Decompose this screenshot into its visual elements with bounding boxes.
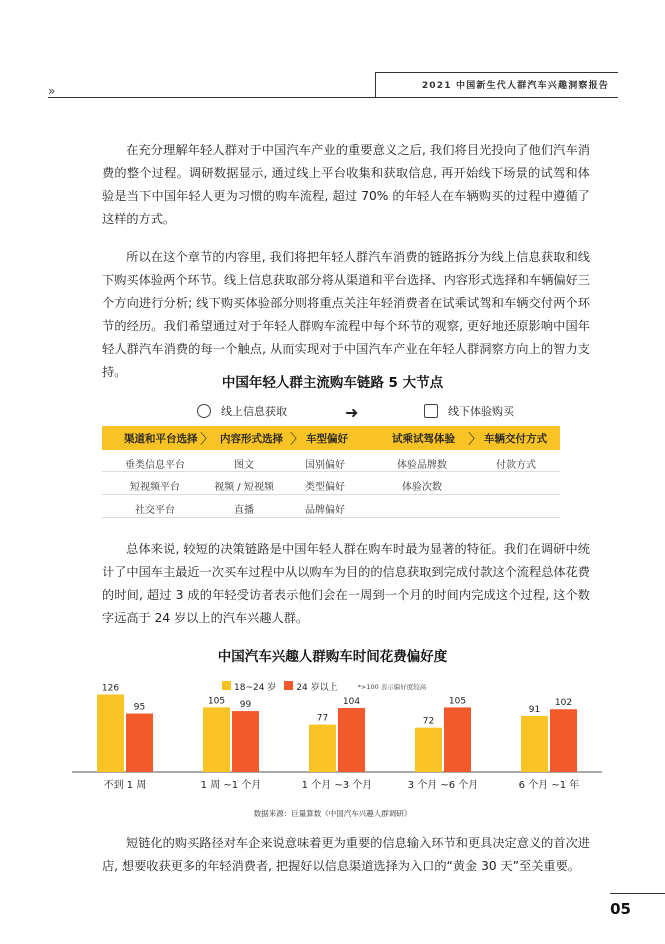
bar: [97, 694, 124, 772]
chart-title: 中国汽车兴趣人群购车时间花费偏好度: [217, 649, 448, 665]
step-5: 车辆交付方式: [484, 433, 547, 445]
paragraph-3: 总体来说, 较短的决策链路是中国年轻人群在购车时最为显著的特征。我们在调研中统计了中国车主最近一次买车过程中从以购车为目的的信息获取到完成付款这个流程总体花费的时间, 超过 3 成的年轻受访者表示他们会在一周到一个月的时间内完成这个过程, 这个数字远高于 24 岁以上的汽车兴趣人群。: [102, 542, 590, 625]
bar-value-label: 72: [422, 716, 435, 727]
paragraph-4: 短链化的购买路径对车企来说意味着更为重要的信息输入环节和更具决定意义的首次进店, 想要收获更多的年轻消费者, 把握好以信息渠道选择为入口的“黄金 30 天”至关重要。: [102, 836, 590, 873]
bar-value-label: 126: [101, 683, 120, 694]
table-cell: 体验品牌数: [397, 460, 447, 471]
category-label: 6 个月 ~1 年: [518, 780, 580, 791]
row-divider: [102, 517, 560, 518]
header-rule: [48, 97, 618, 98]
bar: [338, 708, 365, 772]
table-cell: 直播: [234, 505, 254, 516]
bar-value-label: 77: [316, 713, 329, 724]
row-divider: [102, 494, 560, 495]
category-label: 不到 1 周: [103, 780, 147, 791]
chevron-right-icon: 〉: [200, 432, 214, 448]
header-rule-notch: [375, 72, 376, 97]
chart-source: 数据来源：巨量算数《中国汽车兴趣人群调研》: [253, 809, 412, 818]
bar: [550, 709, 577, 772]
bar-value-label: 91: [528, 705, 541, 715]
bar-value-label: 99: [239, 700, 252, 711]
step-4: 试乘试驾体验: [392, 433, 455, 445]
store-icon: [424, 404, 438, 418]
page-number-rule: [610, 893, 665, 894]
paragraph-2: 所以在这个章节的内容里, 我们将把年轻人群汽车消费的链路拆分为线上信息获取和线下购买体验两个环节。线上信息获取部分将从渠道和平台选择、内容形式选择和车辆偏好三个方向进行分析; 线下购买体验部分则将重点关注年轻消费者在试乘试驾和车辆交付两个环节的经历。我们希望通过对于年轻人群购车流程中每个环节的观察, 更好地还原影响中国年轻人群汽车消费的每一个触点, 从而实现对于中国汽车产业在年轻人群洞察方向上的智力支持。: [102, 250, 590, 379]
right-arrow-icon: ➜: [345, 403, 359, 422]
table-cell: 图文: [234, 460, 254, 471]
table-cell: 社交平台: [135, 505, 175, 516]
page-number: 05: [610, 900, 631, 918]
bar: [444, 707, 471, 772]
bar-chart: [72, 676, 602, 801]
phase-row: [102, 403, 560, 423]
header-rule-top: [375, 72, 618, 73]
phase-online: [197, 403, 287, 419]
step-1: 渠道和平台选择: [124, 433, 198, 445]
phase-offline: [424, 403, 514, 419]
phase-online-label: 线上信息获取: [221, 405, 287, 418]
bar-value-label: 102: [554, 698, 573, 709]
table-cell: 品牌偏好: [305, 505, 345, 516]
bar: [126, 714, 153, 772]
paragraph-1: 在充分理解年轻人群对于中国汽车产业的重要意义之后, 我们将目光投向了他们汽车消费的整个过程。调研数据显示, 通过线上平台收集和获取信息, 再开始线下场景的试驾和体验是当下中国年轻人更为习惯的购车流程, 超过 70% 的年轻人在车辆购买的过程中遵循了这样的方式。: [102, 143, 590, 226]
bar-value-label: 105: [448, 696, 467, 707]
table-cell: 垂类信息平台: [125, 460, 185, 471]
step-3: 车型偏好: [306, 433, 348, 445]
flow-table: [0, 450, 665, 520]
table-cell: 国别偏好: [305, 460, 345, 471]
bar-value-label: 95: [133, 702, 146, 713]
table-cell: 体验次数: [402, 482, 442, 493]
globe-icon: [197, 404, 211, 418]
bar-value-label: 105: [207, 696, 226, 707]
row-divider: [102, 471, 560, 472]
category-label: 1 周 ~1 个月: [200, 780, 262, 791]
flow-title: 中国年轻人群主流购车链路 5 大节点: [221, 375, 444, 391]
table-cell: 短视频平台: [130, 482, 180, 493]
bar: [521, 716, 548, 772]
category-label: 1 个月 ~3 个月: [301, 780, 373, 791]
report-title: 2021 中国新生代人群汽车兴趣洞察报告: [421, 81, 609, 91]
table-cell: 类型偏好: [305, 482, 345, 493]
bar: [415, 728, 442, 772]
chevron-right-icon: 〉: [468, 432, 482, 448]
bar: [232, 711, 259, 772]
legend-label: 18~24 岁: [234, 683, 277, 693]
bar: [203, 707, 230, 772]
table-cell: 视频 / 短视频: [214, 482, 274, 493]
category-label: 3 个月 ~6 个月: [407, 780, 479, 791]
chevron-right-icon: 〉: [290, 432, 304, 448]
phase-offline-label: 线下体验购买: [448, 405, 514, 418]
steps-bar: [102, 426, 560, 450]
chart-note: *>100 表示偏好度较高: [357, 683, 427, 691]
legend-label: 24 岁以上: [296, 683, 338, 693]
bar: [309, 725, 336, 772]
bar-value-label: 104: [342, 697, 361, 707]
step-2: 内容形式选择: [220, 433, 283, 445]
table-cell: 付款方式: [496, 460, 536, 471]
header-arrows-icon: »: [48, 84, 54, 98]
